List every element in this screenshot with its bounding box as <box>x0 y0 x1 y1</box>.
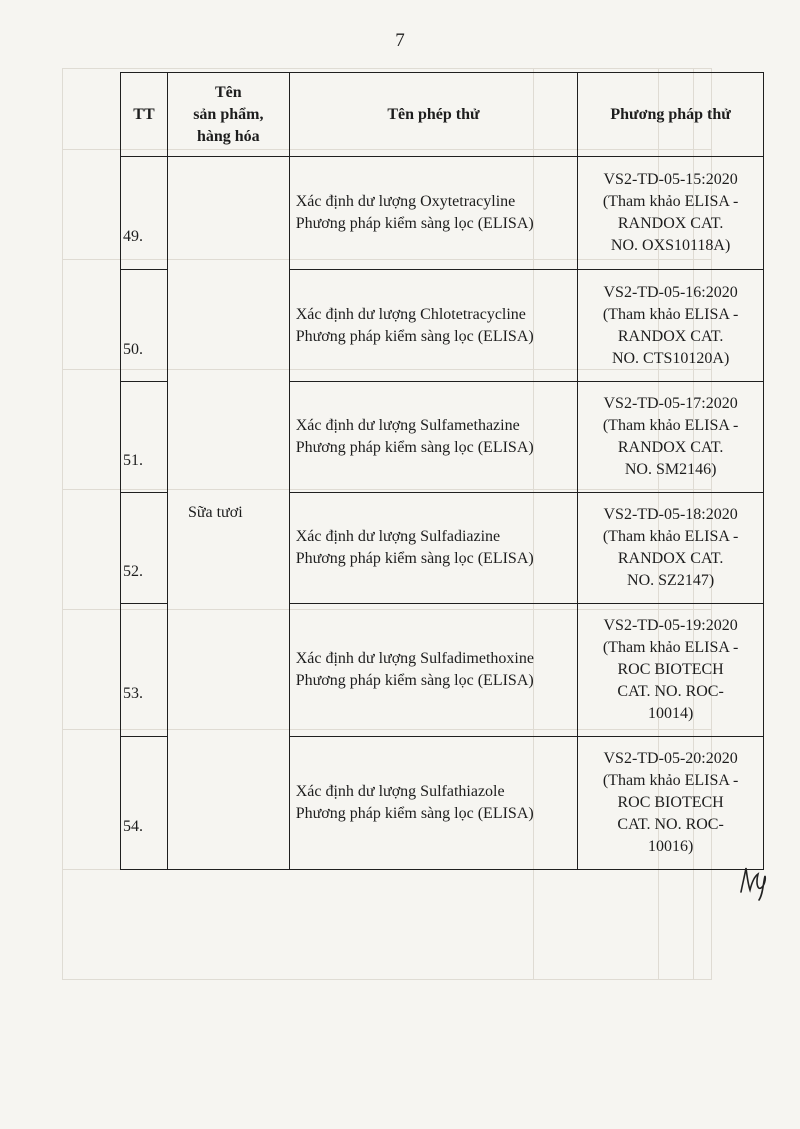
header-product-line: sản phẩm, <box>193 105 264 123</box>
header-product-line: Tên <box>214 83 242 101</box>
test-name-cell: Xác định dư lượng Oxytetracyline Phương pháp kiểm sàng lọc (ELISA) <box>289 157 578 270</box>
header-product <box>167 73 289 157</box>
row-number: 54. <box>121 737 168 870</box>
table-row <box>121 157 764 270</box>
test-methods-table <box>120 72 764 870</box>
test-name-cell: Xác định dư lượng Sulfathiazole Phương pháp kiểm sàng lọc (ELISA) <box>289 737 578 870</box>
method-cell: VS2-TD-05-16:2020 (Tham khảo ELISA - RANDOX CAT. NO. CTS10120A) <box>578 270 764 382</box>
method-cell: VS2-TD-05-20:2020 (Tham khảo ELISA - ROC BIOTECH CAT. NO. ROC- 10016) <box>578 737 764 870</box>
row-number: 50. <box>121 270 168 382</box>
test-name-cell: Xác định dư lượng Sulfadiazine Phương pháp kiểm sàng lọc (ELISA) <box>289 493 578 604</box>
header-test-name: Tên phép thử <box>289 73 578 157</box>
row-number: 51. <box>121 382 168 493</box>
table-header-row <box>121 73 764 157</box>
header-method: Phương pháp thử <box>578 73 764 157</box>
product-name-cell: Sữa tươi <box>167 157 289 870</box>
method-cell: VS2-TD-05-19:2020 (Tham khảo ELISA - ROC BIOTECH CAT. NO. ROC- 10014) <box>578 604 764 737</box>
row-number: 49. <box>121 157 168 270</box>
header-product-line: hàng hóa <box>196 127 260 145</box>
method-cell: VS2-TD-05-17:2020 (Tham khảo ELISA - RANDOX CAT. NO. SM2146) <box>578 382 764 493</box>
page-number: 7 <box>395 30 405 51</box>
test-name-cell: Xác định dư lượng Chlotetracycline Phương pháp kiểm sàng lọc (ELISA) <box>289 270 578 382</box>
method-cell: VS2-TD-05-15:2020 (Tham khảo ELISA - RANDOX CAT. NO. OXS10118A) <box>578 157 764 270</box>
initials-signature <box>737 862 771 902</box>
row-number: 52. <box>121 493 168 604</box>
row-number: 53. <box>121 604 168 737</box>
header-tt: TT <box>121 73 168 157</box>
test-name-cell: Xác định dư lượng Sulfadimethoxine Phương pháp kiểm sàng lọc (ELISA) <box>289 604 578 737</box>
method-cell: VS2-TD-05-18:2020 (Tham khảo ELISA - RANDOX CAT. NO. SZ2147) <box>578 493 764 604</box>
test-name-cell: Xác định dư lượng Sulfamethazine Phương pháp kiểm sàng lọc (ELISA) <box>289 382 578 493</box>
